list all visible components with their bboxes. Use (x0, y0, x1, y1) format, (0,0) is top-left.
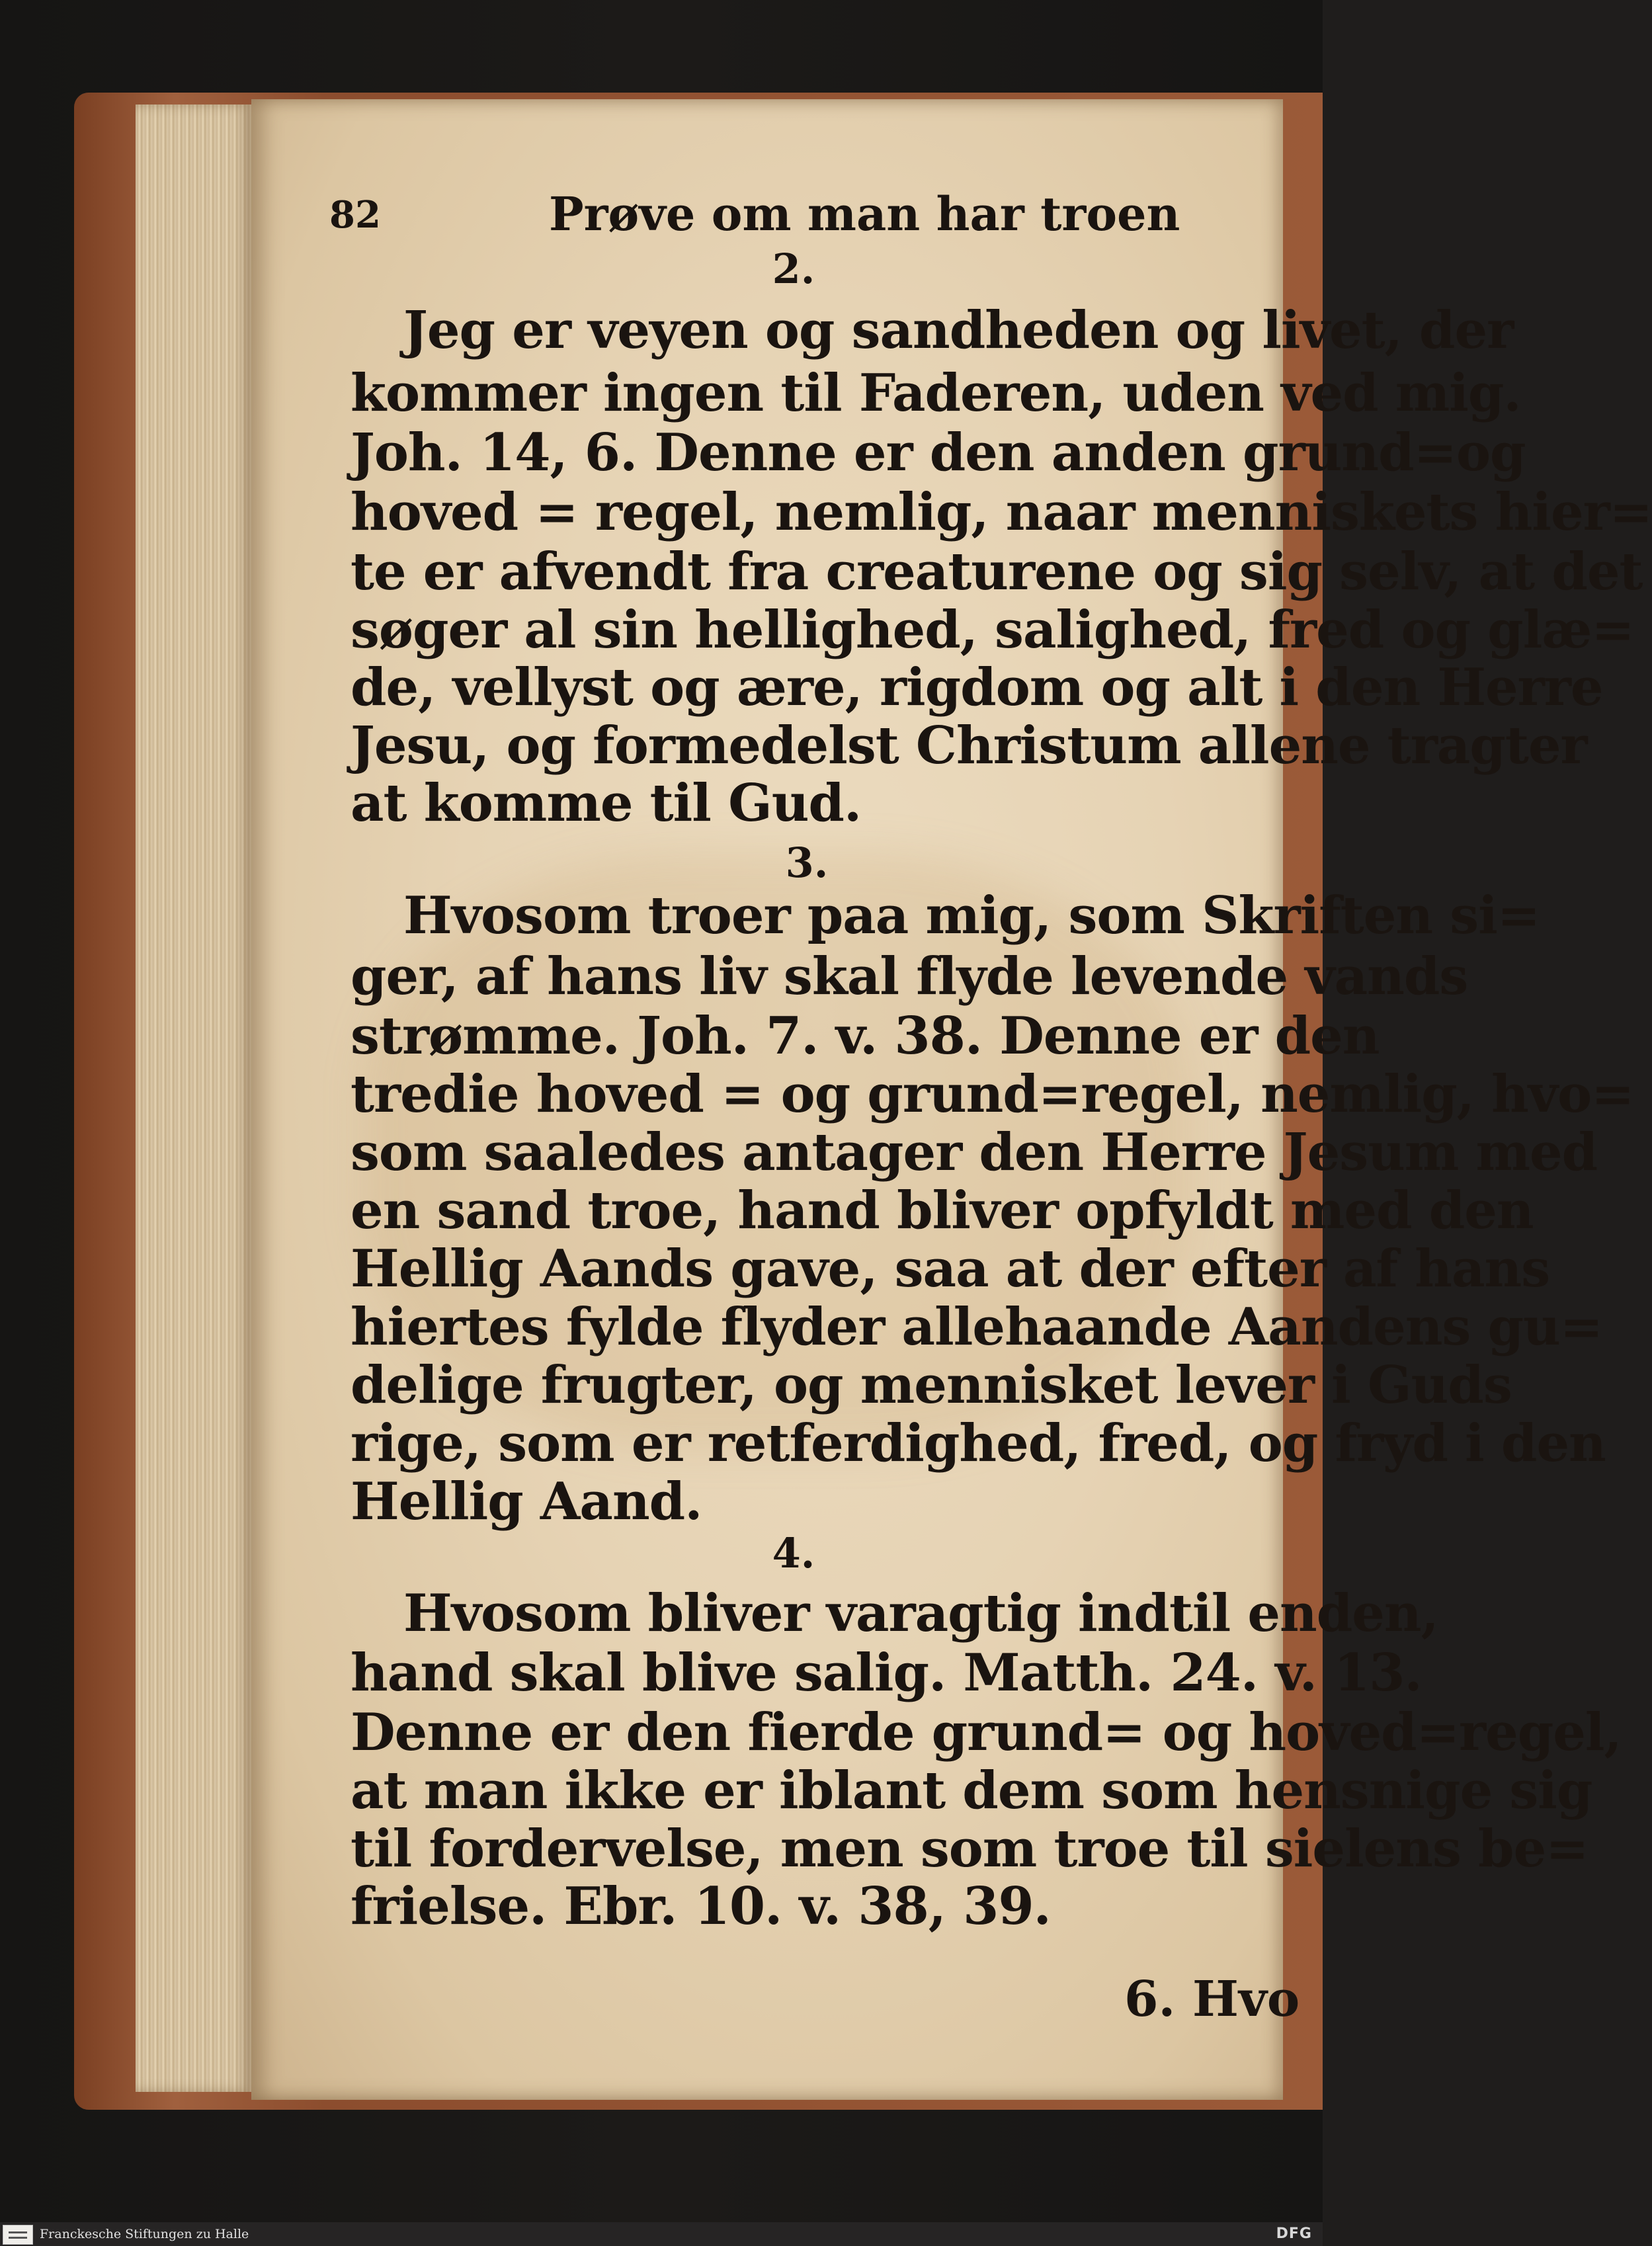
page-number: 82 (329, 193, 381, 237)
text-line: rige, som er retferdighed, fred, og fryd i den (351, 1413, 1606, 1474)
catchword: 6. Hvo (1124, 1971, 1300, 2028)
running-title: Prøve om man har troen (549, 187, 1180, 241)
text-line: te er afvendt fra creaturene og sig selv, at det (351, 542, 1643, 602)
text-line: Jesu, og formedelst Christum allene tragter (351, 716, 1587, 776)
text-line: Hvosom bliver varagtig indtil enden, (403, 1583, 1438, 1643)
text-line: ger, af hans liv skal flyde levende vands (351, 946, 1468, 1007)
text-line: søger al sin hellighed, salighed, fred og glæ= (351, 600, 1634, 660)
text-line: Hellig Aands gave, saa at der efter af hans (351, 1239, 1550, 1299)
viewer-footer (0, 2222, 1323, 2246)
footer-credit: Franckesche Stiftungen zu Halle (40, 2227, 249, 2241)
dfg-logo: DFG (1276, 2225, 1312, 2242)
text-line: at man ikke er iblant dem som hensnige sig (351, 1761, 1592, 1821)
section-number: 3. (785, 839, 829, 887)
text-line: til fordervelse, men som troe til sielens be= (351, 1819, 1589, 1879)
text-line: strømme. Joh. 7. v. 38. Denne er den (351, 1006, 1380, 1066)
text-line: Hellig Aand. (351, 1472, 702, 1532)
section-number: 2. (772, 245, 815, 293)
text-line: Hvosom troer paa mig, som Skriften si= (403, 886, 1540, 946)
text-line: Denne er den fierde grund= og hoved=regel, (351, 1702, 1622, 1763)
section-number: 4. (772, 1529, 815, 1577)
text-line: hoved = regel, nemlig, naar menniskets hier= (351, 482, 1652, 542)
text-line: Joh. 14, 6. Denne er den anden grund=og (351, 423, 1526, 483)
text-line: en sand troe, hand bliver opfyldt med den (351, 1181, 1534, 1241)
text-line: tredie hoved = og grund=regel, nemlig, hvo= (351, 1064, 1634, 1124)
text-line: delige frugter, og mennisket lever i Guds (351, 1355, 1512, 1415)
text-line: de, vellyst og ære, rigdom og alt i den Herre (351, 657, 1603, 718)
text-line: frielse. Ebr. 10. v. 38, 39. (351, 1876, 1051, 1936)
text-line: hiertes fylde flyder allehaande Aandens gu= (351, 1297, 1603, 1357)
text-line: kommer ingen til Faderen, uden ved mig. (351, 363, 1521, 423)
text-line: som saaledes antager den Herre Jesum med (351, 1122, 1598, 1183)
text-line: hand skal blive salig. Matth. 24. v. 13. (351, 1643, 1422, 1703)
library-logo-icon (3, 2225, 33, 2245)
text-line: Jeg er veyen og sandheden og livet, der (403, 300, 1514, 360)
text-line: at komme til Gud. (351, 773, 862, 833)
